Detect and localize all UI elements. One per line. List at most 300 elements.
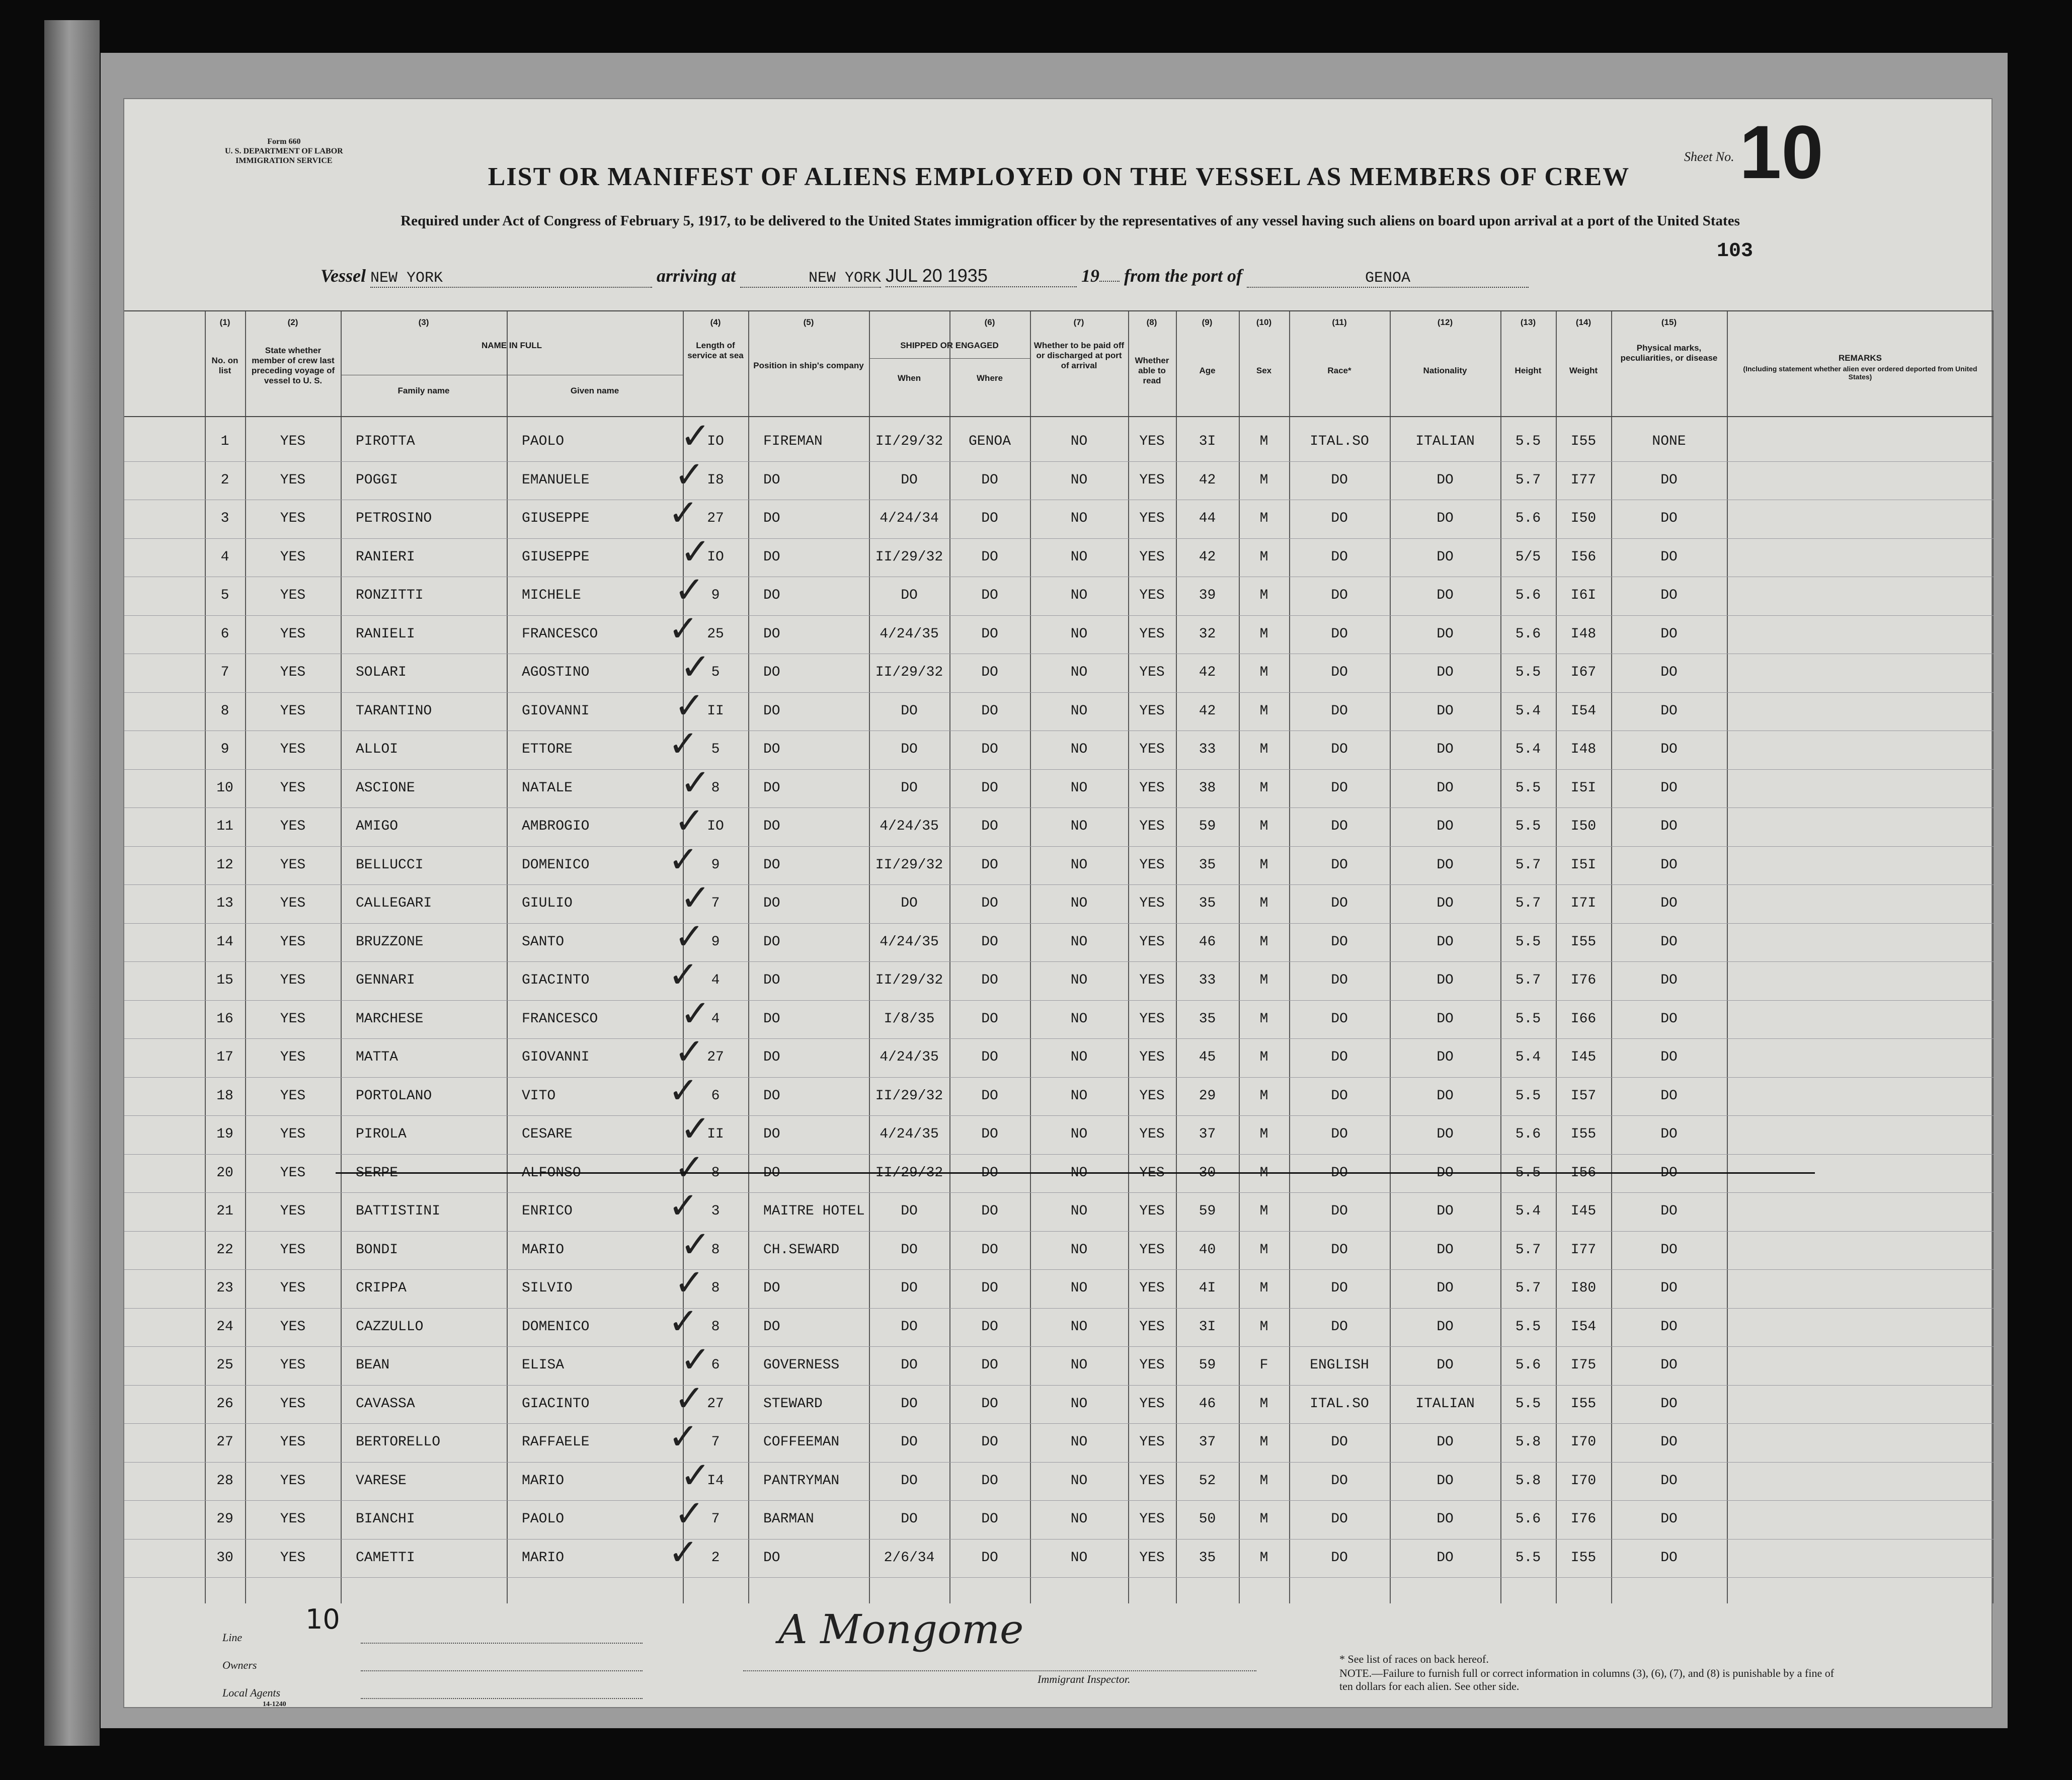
cell-height: 5.5 — [1515, 434, 1541, 449]
cell-when: 4/24/35 — [880, 1049, 939, 1065]
check-mark-icon: ✓ — [668, 1530, 699, 1573]
cell-member: YES — [280, 549, 306, 565]
cell-read: YES — [1139, 472, 1165, 488]
cell-race: DO — [1331, 703, 1348, 719]
cell-nat: DO — [1437, 1357, 1454, 1373]
cell-nat: DO — [1437, 511, 1454, 526]
cell-position: DO — [763, 472, 780, 488]
table-row — [205, 1114, 1994, 1153]
cell-where: DO — [981, 896, 998, 911]
cell-age: 30 — [1199, 1165, 1216, 1181]
cell-length: IO — [707, 549, 724, 565]
cell-race: DO — [1331, 973, 1348, 988]
cell-family: SERPE — [356, 1165, 399, 1181]
cell-height: 5.4 — [1515, 1203, 1541, 1219]
cell-race: DO — [1331, 511, 1348, 526]
cell-where: DO — [981, 780, 998, 796]
cell-age: 32 — [1199, 626, 1216, 642]
cell-paid: NO — [1070, 472, 1088, 488]
cell-nat: DO — [1437, 1319, 1454, 1335]
cell-where: DO — [981, 1088, 998, 1104]
cell-given: FRANCESCO — [522, 626, 598, 642]
cell-sex: M — [1259, 665, 1268, 680]
cell-position: DO — [763, 1049, 780, 1065]
cell-member: YES — [280, 780, 306, 796]
cell-nat: DO — [1437, 472, 1454, 488]
cell-paid: NO — [1070, 1473, 1088, 1489]
cell-length: 7 — [711, 1511, 720, 1527]
cell-position: DO — [763, 626, 780, 642]
cell-age: 35 — [1199, 857, 1216, 873]
cell-age: 42 — [1199, 665, 1216, 680]
cell-nat: ITALIAN — [1415, 434, 1475, 449]
cell-read: YES — [1139, 1319, 1165, 1335]
cell-read: YES — [1139, 742, 1165, 757]
cell-sex: M — [1259, 588, 1268, 603]
cell-family: TARANTINO — [356, 703, 432, 719]
cell-member: YES — [280, 1165, 306, 1181]
cell-where: DO — [981, 1242, 998, 1258]
cell-sex: M — [1259, 1473, 1268, 1489]
cell-paid: NO — [1070, 1126, 1088, 1142]
cell-position: DO — [763, 1280, 780, 1296]
cell-length: 27 — [707, 1396, 724, 1412]
cell-race: DO — [1331, 1280, 1348, 1296]
cell-weight: I55 — [1570, 1126, 1597, 1142]
cell-no: 4 — [220, 549, 229, 565]
table-row — [205, 537, 1994, 576]
cell-length: 8 — [711, 1319, 720, 1335]
cell-no: 15 — [216, 973, 233, 988]
cell-nat: DO — [1437, 1473, 1454, 1489]
cell-age: 59 — [1199, 819, 1216, 834]
cell-family: BATTISTINI — [356, 1203, 441, 1219]
cell-paid: NO — [1070, 511, 1088, 526]
header-name: NAME IN FULL — [482, 341, 542, 350]
cell-no: 21 — [216, 1203, 233, 1219]
cell-weight: I56 — [1570, 549, 1597, 565]
cell-where: DO — [981, 1550, 998, 1566]
cell-nat: DO — [1437, 1280, 1454, 1296]
column-number: (5) — [803, 317, 814, 327]
cell-no: 30 — [216, 1550, 233, 1566]
cell-no: 25 — [216, 1357, 233, 1373]
table-row — [205, 768, 1994, 806]
cell-race: DO — [1331, 549, 1348, 565]
penalty-note: NOTE.—Failure to furnish full or correct information in columns (3), (6), (7), and (8) is punishable by a fine of ten dollars for each alien. See other side. — [1339, 1667, 1835, 1692]
cell-sex: M — [1259, 973, 1268, 988]
cell-age: 59 — [1199, 1357, 1216, 1373]
cell-age: 33 — [1199, 742, 1216, 757]
table-row — [205, 1345, 1994, 1384]
cell-member: YES — [280, 1203, 306, 1219]
cell-length: IO — [707, 434, 724, 449]
cell-length: 5 — [711, 665, 720, 680]
cell-when: 4/24/35 — [880, 934, 939, 950]
cell-member: YES — [280, 511, 306, 526]
cell-when: DO — [901, 742, 918, 757]
cell-length: 9 — [711, 588, 720, 603]
cell-read: YES — [1139, 1049, 1165, 1065]
cell-member: YES — [280, 1280, 306, 1296]
cell-sex: M — [1259, 703, 1268, 719]
cell-position: DO — [763, 549, 780, 565]
cell-position: DO — [763, 588, 780, 603]
header-where: Where — [977, 373, 1003, 383]
cell-marks: DO — [1660, 1473, 1678, 1489]
cell-read: YES — [1139, 1242, 1165, 1258]
cell-given: EMANUELE — [522, 472, 590, 488]
check-mark-icon: ✓ — [668, 1069, 699, 1111]
cell-paid: NO — [1070, 857, 1088, 873]
cell-height: 5.5 — [1515, 1319, 1541, 1335]
cell-paid: NO — [1070, 626, 1088, 642]
cell-marks: DO — [1660, 1319, 1678, 1335]
cell-where: DO — [981, 1396, 998, 1412]
cell-sex: M — [1259, 1049, 1268, 1065]
cell-family: PETROSINO — [356, 511, 432, 526]
cell-when: II/29/32 — [875, 857, 943, 873]
check-mark-icon: ✓ — [674, 1377, 705, 1419]
cell-nat: DO — [1437, 1203, 1454, 1219]
cell-height: 5.7 — [1515, 1242, 1541, 1258]
cell-when: 4/24/35 — [880, 1126, 939, 1142]
cell-nat: DO — [1437, 1165, 1454, 1181]
cell-length: 6 — [711, 1357, 720, 1373]
cell-given: ENRICO — [522, 1203, 573, 1219]
cell-no: 16 — [216, 1011, 233, 1027]
cell-marks: DO — [1660, 857, 1678, 873]
cell-position: DO — [763, 742, 780, 757]
cell-given: VITO — [522, 1088, 556, 1104]
cell-where: DO — [981, 1165, 998, 1181]
cell-marks: DO — [1660, 973, 1678, 988]
cell-sex: M — [1259, 549, 1268, 565]
cell-given: MICHELE — [522, 588, 581, 603]
cell-position: DO — [763, 857, 780, 873]
cell-given: GIOVANNI — [522, 703, 590, 719]
cell-marks: DO — [1660, 1550, 1678, 1566]
cell-family: CRIPPA — [356, 1280, 407, 1296]
cell-member: YES — [280, 1434, 306, 1450]
cell-paid: NO — [1070, 665, 1088, 680]
cell-given: GIUSEPPE — [522, 511, 590, 526]
cell-read: YES — [1139, 1550, 1165, 1566]
cell-position: MAITRE HOTEL — [763, 1203, 865, 1219]
cell-length: 7 — [711, 1434, 720, 1450]
cell-age: 44 — [1199, 511, 1216, 526]
table-row — [205, 960, 1994, 999]
cell-when: 2/6/34 — [884, 1550, 935, 1566]
cell-nat: DO — [1437, 1011, 1454, 1027]
cell-race: DO — [1331, 1319, 1348, 1335]
cell-no: 11 — [216, 819, 233, 834]
cell-given: ALFONSO — [522, 1165, 581, 1181]
cell-race: DO — [1331, 1088, 1348, 1104]
cell-race: DO — [1331, 1434, 1348, 1450]
table-row — [205, 1076, 1994, 1114]
sheet-sub-number: 103 — [1717, 240, 1754, 263]
cell-given: AMBROGIO — [522, 819, 590, 834]
cell-given: RAFFAELE — [522, 1434, 590, 1450]
check-mark-icon: ✓ — [680, 1107, 711, 1150]
cell-member: YES — [280, 1088, 306, 1104]
cell-when: II/29/32 — [875, 973, 943, 988]
cell-member: YES — [280, 1242, 306, 1258]
sheet-number: 10 — [1739, 110, 1823, 194]
cell-no: 1 — [220, 434, 229, 449]
cell-when: II/29/32 — [875, 549, 943, 565]
cell-member: YES — [280, 896, 306, 911]
cell-nat: DO — [1437, 742, 1454, 757]
cell-sex: M — [1259, 1511, 1268, 1527]
cell-paid: NO — [1070, 819, 1088, 834]
cell-no: 19 — [216, 1126, 233, 1142]
column-number: (14) — [1575, 317, 1591, 327]
cell-race: DO — [1331, 1473, 1348, 1489]
cell-family: CALLEGARI — [356, 896, 432, 911]
cell-race: DO — [1331, 934, 1348, 950]
cell-length: 3 — [711, 1203, 720, 1219]
cell-height: 5.8 — [1515, 1473, 1541, 1489]
cell-given: AGOSTINO — [522, 665, 590, 680]
cell-family: SOLARI — [356, 665, 407, 680]
cell-height: 5.5 — [1515, 780, 1541, 796]
cell-paid: NO — [1070, 1165, 1088, 1181]
cell-member: YES — [280, 703, 306, 719]
cell-read: YES — [1139, 1088, 1165, 1104]
cell-member: YES — [280, 626, 306, 642]
cell-where: DO — [981, 742, 998, 757]
cell-family: ASCIONE — [356, 780, 415, 796]
cell-position: DO — [763, 896, 780, 911]
requirement-text: Required under Act of Congress of February 5, 1917, to be delivered to the United States immigration officer by the representatives of any vessel having such aliens on board upon arrival at a port of the United States — [401, 213, 1740, 229]
cell-length: 8 — [711, 1165, 720, 1181]
cell-age: 45 — [1199, 1049, 1216, 1065]
cell-family: PIROTTA — [356, 434, 415, 449]
cell-age: 37 — [1199, 1126, 1216, 1142]
cell-marks: DO — [1660, 819, 1678, 834]
cell-race: DO — [1331, 742, 1348, 757]
check-mark-icon: ✓ — [680, 1453, 711, 1496]
cell-nat: DO — [1437, 934, 1454, 950]
cell-paid: NO — [1070, 1396, 1088, 1412]
cell-when: DO — [901, 703, 918, 719]
cell-sex: M — [1259, 1434, 1268, 1450]
cell-read: YES — [1139, 1203, 1165, 1219]
check-mark-icon: ✓ — [674, 1030, 705, 1073]
cell-paid: NO — [1070, 1357, 1088, 1373]
cell-age: 29 — [1199, 1088, 1216, 1104]
column-number: (4) — [710, 317, 721, 327]
column-number: (10) — [1256, 317, 1272, 327]
vessel-line — [321, 265, 1529, 288]
cell-marks: DO — [1660, 665, 1678, 680]
cell-paid: NO — [1070, 973, 1088, 988]
cell-race: DO — [1331, 1011, 1348, 1027]
cell-member: YES — [280, 819, 306, 834]
table-row — [205, 1499, 1994, 1538]
cell-marks: DO — [1660, 1049, 1678, 1065]
local-agents-label: Local Agents — [222, 1686, 281, 1699]
cell-position: CH.SEWARD — [763, 1242, 840, 1258]
cell-race: DO — [1331, 588, 1348, 603]
check-mark-icon: ✓ — [680, 992, 711, 1034]
cell-member: YES — [280, 742, 306, 757]
table-row — [205, 691, 1994, 730]
cell-weight: I50 — [1570, 819, 1597, 834]
cell-position: DO — [763, 1319, 780, 1335]
cell-marks: DO — [1660, 1280, 1678, 1296]
cell-weight: I76 — [1570, 1511, 1597, 1527]
cell-no: 14 — [216, 934, 233, 950]
cell-no: 17 — [216, 1049, 233, 1065]
line-value: 10 — [305, 1603, 340, 1635]
header-paid-off: Whether to be paid off or discharged at port of arrival — [1033, 341, 1125, 370]
cell-where: DO — [981, 1473, 998, 1489]
departure-port: GENOA — [1247, 270, 1529, 288]
cell-weight: I54 — [1570, 1319, 1597, 1335]
cell-marks: DO — [1660, 472, 1678, 488]
cell-position: STEWARD — [763, 1396, 823, 1412]
table-row — [205, 1037, 1994, 1076]
cell-race: DO — [1331, 1126, 1348, 1142]
column-number: (11) — [1332, 317, 1347, 327]
cell-where: DO — [981, 857, 998, 873]
cell-member: YES — [280, 973, 306, 988]
cell-race: DO — [1331, 1550, 1348, 1566]
cell-position: DO — [763, 1550, 780, 1566]
cell-marks: DO — [1660, 934, 1678, 950]
cell-sex: M — [1259, 1203, 1268, 1219]
cell-when: DO — [901, 1396, 918, 1412]
cell-weight: I80 — [1570, 1280, 1597, 1296]
check-mark-icon: ✓ — [680, 530, 711, 573]
table-row — [205, 845, 1994, 883]
cell-nat: ITALIAN — [1415, 1396, 1475, 1412]
cell-where: DO — [981, 511, 998, 526]
cell-no: 9 — [220, 742, 229, 757]
cell-given: FRANCESCO — [522, 1011, 598, 1027]
cell-position: DO — [763, 819, 780, 834]
cell-position: DO — [763, 665, 780, 680]
cell-family: BEAN — [356, 1357, 390, 1373]
cell-sex: M — [1259, 626, 1268, 642]
cell-sex: M — [1259, 1011, 1268, 1027]
cell-length: 8 — [711, 780, 720, 796]
cell-where: GENOA — [968, 434, 1011, 449]
cell-read: YES — [1139, 1434, 1165, 1450]
manifest-sheet — [123, 98, 1993, 1708]
from-port-label: from the port of — [1124, 266, 1243, 286]
cell-marks: DO — [1660, 1357, 1678, 1373]
cell-nat: DO — [1437, 857, 1454, 873]
cell-marks: DO — [1660, 1126, 1678, 1142]
cell-height: 5.8 — [1515, 1434, 1541, 1450]
cell-family: GENNARI — [356, 973, 415, 988]
cell-when: DO — [901, 1319, 918, 1335]
cell-position: COFFEEMAN — [763, 1434, 840, 1450]
table-row — [205, 498, 1994, 537]
table-row — [205, 1191, 1994, 1230]
cell-age: 3I — [1199, 434, 1216, 449]
cell-nat: DO — [1437, 819, 1454, 834]
column-number: (12) — [1437, 317, 1453, 327]
form-id — [225, 137, 343, 166]
cell-height: 5.6 — [1515, 1126, 1541, 1142]
cell-age: 46 — [1199, 934, 1216, 950]
cell-age: 40 — [1199, 1242, 1216, 1258]
cell-paid: NO — [1070, 703, 1088, 719]
table-row — [205, 806, 1994, 845]
cell-member: YES — [280, 1126, 306, 1142]
cell-height: 5.4 — [1515, 1049, 1541, 1065]
cell-position: DO — [763, 973, 780, 988]
cell-weight: I56 — [1570, 1165, 1597, 1181]
cell-race: DO — [1331, 1511, 1348, 1527]
cell-age: 35 — [1199, 1011, 1216, 1027]
cell-where: DO — [981, 703, 998, 719]
table-row — [205, 460, 1994, 499]
cell-height: 5.5 — [1515, 934, 1541, 950]
cell-member: YES — [280, 1550, 306, 1566]
header-member: State whether member of crew last preceding voyage of vessel to U. S. — [251, 346, 335, 385]
cell-where: DO — [981, 819, 998, 834]
cell-marks: DO — [1660, 1396, 1678, 1412]
cell-position: DO — [763, 703, 780, 719]
cell-weight: I57 — [1570, 1088, 1597, 1104]
cell-nat: DO — [1437, 626, 1454, 642]
cell-where: DO — [981, 1357, 998, 1373]
cell-age: 37 — [1199, 1434, 1216, 1450]
cell-marks: DO — [1660, 1511, 1678, 1527]
check-mark-icon: ✓ — [674, 1146, 705, 1188]
cell-length: 4 — [711, 973, 720, 988]
cell-paid: NO — [1070, 1319, 1088, 1335]
cell-position: DO — [763, 511, 780, 526]
cell-weight: I70 — [1570, 1434, 1597, 1450]
cell-family: ALLOI — [356, 742, 399, 757]
cell-when: DO — [901, 1280, 918, 1296]
cell-nat: DO — [1437, 588, 1454, 603]
cell-where: DO — [981, 626, 998, 642]
binder-edge — [44, 20, 100, 1746]
cell-race: DO — [1331, 626, 1348, 642]
cell-where: DO — [981, 665, 998, 680]
cell-where: DO — [981, 472, 998, 488]
cell-when: DO — [901, 472, 918, 488]
service: IMMIGRATION SERVICE — [235, 156, 333, 165]
cell-paid: NO — [1070, 1280, 1088, 1296]
cell-given: PAOLO — [522, 434, 565, 449]
cell-height: 5.6 — [1515, 626, 1541, 642]
cell-length: I8 — [707, 472, 724, 488]
cell-marks: NONE — [1652, 434, 1686, 449]
cell-family: RANIERI — [356, 549, 415, 565]
cell-paid: NO — [1070, 896, 1088, 911]
header-marks: Physical marks, peculiarities, or disease — [1620, 343, 1718, 363]
cell-where: DO — [981, 1126, 998, 1142]
check-mark-icon: ✓ — [668, 492, 699, 534]
cell-family: PIROLA — [356, 1126, 407, 1142]
cell-read: YES — [1139, 1126, 1165, 1142]
cell-length: 4 — [711, 1011, 720, 1027]
cell-no: 18 — [216, 1088, 233, 1104]
cell-sex: M — [1259, 511, 1268, 526]
cell-race: DO — [1331, 1165, 1348, 1181]
cell-race: ITAL.SO — [1310, 434, 1369, 449]
check-mark-icon: ✓ — [668, 1300, 699, 1342]
